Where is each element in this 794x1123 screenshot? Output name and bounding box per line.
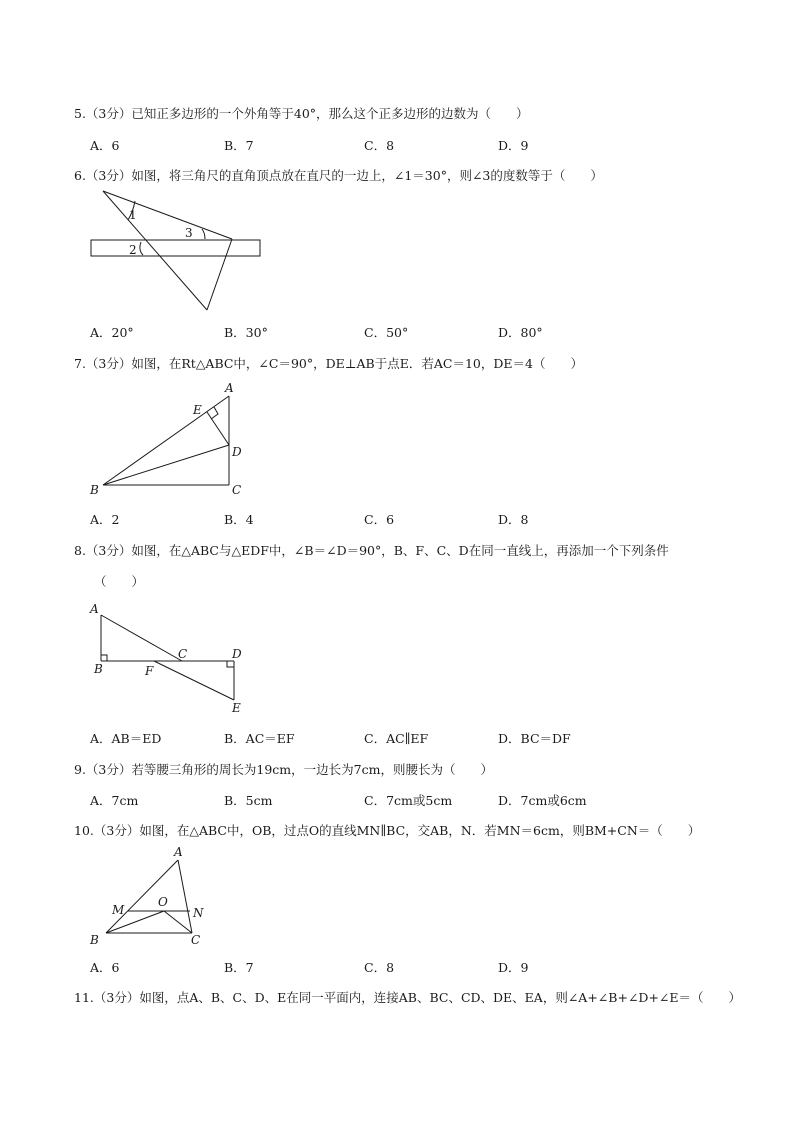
point-label-c: C bbox=[178, 647, 188, 661]
option-d[interactable]: D．7cm或6cm bbox=[498, 793, 587, 808]
question-6-stem: 6.（3分）如图，将三角尺的直角顶点放在直尺的一边上，∠1＝30°，则∠3的度数等于（ ） bbox=[74, 168, 603, 183]
ruler bbox=[91, 240, 260, 256]
point-label-a: A bbox=[90, 602, 99, 616]
figure-q8-two-triangles bbox=[86, 600, 256, 718]
figure-q6-ruler-triangle bbox=[86, 188, 266, 314]
option-c[interactable]: C．6 bbox=[364, 512, 395, 527]
triangle-side-top bbox=[103, 191, 232, 239]
option-d[interactable]: D．9 bbox=[498, 960, 529, 975]
point-label-b: B bbox=[94, 662, 103, 676]
question-6-options bbox=[90, 323, 650, 339]
option-c[interactable]: C．7cm或5cm bbox=[364, 793, 453, 808]
question-8-options bbox=[90, 729, 650, 745]
option-a[interactable]: A．20° bbox=[90, 325, 134, 340]
angle-2-arc bbox=[140, 242, 143, 255]
triangle-side-left bbox=[103, 191, 207, 310]
option-a[interactable]: A．6 bbox=[90, 960, 120, 975]
option-a[interactable]: A．AB＝ED bbox=[90, 731, 162, 746]
angle-label-3: 3 bbox=[185, 226, 193, 240]
option-d[interactable]: D．8 bbox=[498, 512, 529, 527]
segment-ac bbox=[101, 615, 182, 661]
segment-co bbox=[164, 911, 192, 933]
point-label-c: C bbox=[232, 483, 242, 497]
question-9-options bbox=[90, 791, 650, 807]
question-5-stem: 5.（3分）已知正多边形的一个外角等于40°，那么这个正多边形的边数为（ ） bbox=[74, 106, 529, 121]
right-angle-mark-b bbox=[101, 655, 107, 661]
point-label-n: N bbox=[193, 906, 204, 920]
option-a[interactable]: A．2 bbox=[90, 512, 120, 527]
option-b[interactable]: B．4 bbox=[224, 512, 254, 527]
question-10-options bbox=[90, 958, 650, 974]
option-c[interactable]: C．8 bbox=[364, 960, 395, 975]
point-label-c: C bbox=[191, 933, 201, 947]
figure-q7-right-triangle bbox=[86, 378, 256, 498]
point-label-m: M bbox=[112, 903, 125, 917]
point-label-f: F bbox=[145, 664, 154, 678]
option-b[interactable]: B．7 bbox=[224, 138, 254, 153]
question-7-options bbox=[90, 510, 650, 526]
option-d[interactable]: D．80° bbox=[498, 325, 543, 340]
point-label-d: D bbox=[232, 445, 242, 459]
segment-de bbox=[207, 412, 229, 445]
question-7-stem: 7.（3分）如图，在Rt△ABC中，∠C＝90°，DE⊥AB于点E．若AC＝10，DE＝4（ ） bbox=[74, 356, 583, 371]
right-angle-mark-e bbox=[211, 407, 218, 419]
segment-ac bbox=[178, 860, 192, 933]
question-8-stem-cont: （ ） bbox=[94, 574, 145, 589]
angle-label-2: 2 bbox=[129, 243, 137, 257]
segment-bd bbox=[103, 445, 229, 485]
point-label-e: E bbox=[232, 701, 241, 715]
option-b[interactable]: B．5cm bbox=[224, 793, 273, 808]
question-8-stem: 8.（3分）如图，在△ABC与△EDF中，∠B＝∠D＝90°，B、F、C、D在同一直线上，再添加一个下列条件 bbox=[74, 543, 669, 558]
option-d[interactable]: D．9 bbox=[498, 138, 529, 153]
question-5-options bbox=[90, 136, 650, 152]
segment-fe bbox=[154, 661, 234, 700]
option-d[interactable]: D．BC＝DF bbox=[498, 731, 571, 746]
option-c[interactable]: C．8 bbox=[364, 138, 395, 153]
point-label-b: B bbox=[90, 933, 99, 947]
option-b[interactable]: B．AC＝EF bbox=[224, 731, 295, 746]
segment-ab bbox=[103, 396, 229, 485]
point-label-e: E bbox=[193, 403, 202, 417]
option-c[interactable]: C．50° bbox=[364, 325, 409, 340]
angle-label-1: 1 bbox=[129, 208, 137, 222]
question-10-stem: 10.（3分）如图，在△ABC中，OB，过点O的直线MN∥BC，交AB，N．若MN＝6cm，则BM+CN＝（ ） bbox=[74, 823, 701, 838]
option-b[interactable]: B．7 bbox=[224, 960, 254, 975]
option-c[interactable]: C．AC∥EF bbox=[364, 731, 429, 746]
option-a[interactable]: A．7cm bbox=[90, 793, 139, 808]
point-label-b: B bbox=[90, 483, 99, 497]
angle-3-arc bbox=[202, 229, 205, 239]
point-label-o: O bbox=[158, 895, 168, 909]
figure-q10-triangle bbox=[86, 843, 216, 951]
triangle-side-right bbox=[207, 239, 232, 310]
point-label-a: A bbox=[225, 381, 234, 395]
option-b[interactable]: B．30° bbox=[224, 325, 268, 340]
point-label-d: D bbox=[232, 647, 242, 661]
option-a[interactable]: A．6 bbox=[90, 138, 120, 153]
question-11-stem: 11.（3分）如图，点A、B、C、D、E在同一平面内，连接AB、BC、CD、DE、EA，则∠A+∠B+∠D+∠E＝（ ） bbox=[74, 990, 742, 1005]
point-label-a: A bbox=[174, 845, 183, 859]
question-9-stem: 9.（3分）若等腰三角形的周长为19cm，一边长为7cm，则腰长为（ ） bbox=[74, 762, 493, 777]
right-angle-mark-d bbox=[227, 661, 234, 667]
